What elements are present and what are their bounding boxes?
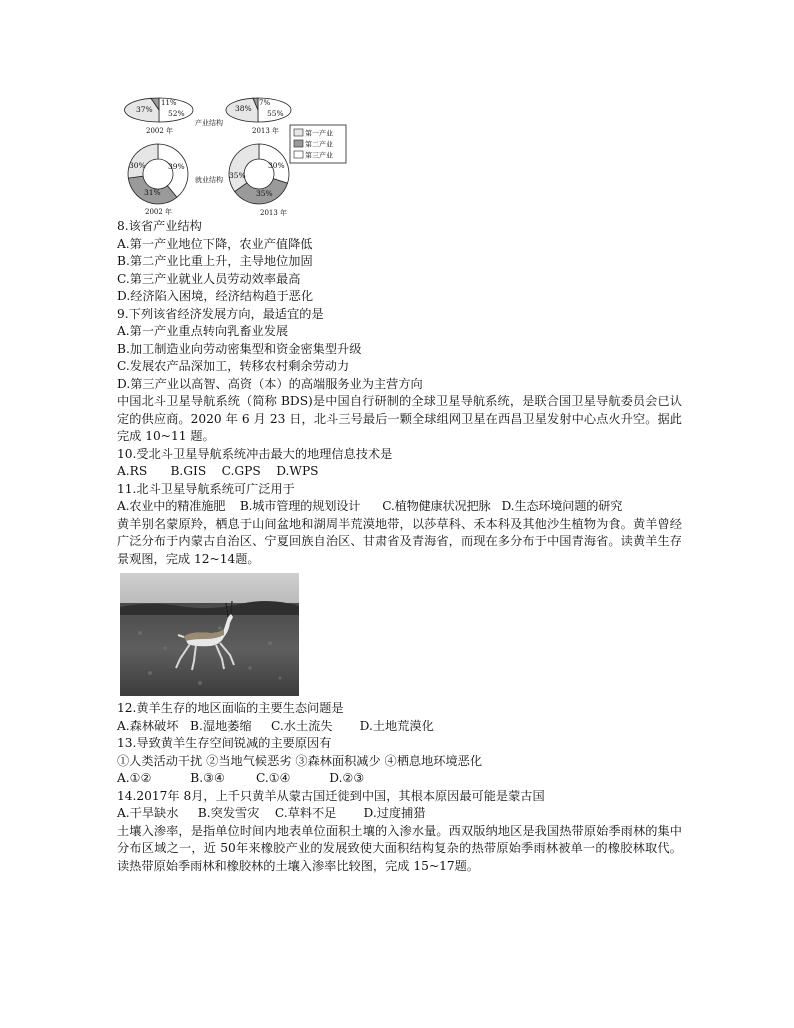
q14-stem: 14.2017年 8月，上千只黄羊从蒙古国迁徙到中国，其根本原因最可能是蒙古国 (117, 788, 545, 803)
legend-secondary: 第二产业 (305, 140, 333, 149)
industry-pie-2002 (125, 98, 193, 122)
industry-2002-secondary-label: 11% (161, 99, 177, 107)
q13-items: ①人类活动干扰 ②当地气候恶劣 ③森林面积减少 ④栖息地环境恶化 (117, 753, 483, 768)
legend-swatch-secondary (294, 140, 303, 147)
q8-option-b: B.第二产业比重上升，主导地位加固 (117, 254, 313, 268)
q10-options: A.RS B.GIS C.GPS D.WPS (117, 464, 319, 478)
industry-2013-primary-label: 38% (235, 104, 252, 113)
year-2013-label-row2: 2013 年 (260, 209, 288, 217)
q9-option-a: A.第一产业重点转向乳畜业发展 (117, 324, 289, 338)
legend-swatch-tertiary (294, 151, 303, 158)
employ-2013-tertiary-label: 30% (268, 161, 285, 170)
employ-2013-primary-slice (229, 144, 259, 192)
industry-2013-tertiary-label: 55% (267, 109, 284, 118)
employ-2013-secondary-label: 35% (256, 189, 273, 198)
year-2002-label-row1: 2002 年 (146, 127, 174, 135)
q8-option-a: A.第一产业地位下降，农业产值降低 (117, 236, 313, 251)
q12-options: A.森林破坏 B.湿地萎缩 C.水土流失 D.土地荒漠化 (117, 718, 434, 733)
employment-structure-label: 就业结构 (195, 176, 223, 184)
q9-option-c: C.发展农产品深加工，转移农村剩余劳动力 (117, 359, 350, 373)
legend-primary: 第一产业 (305, 129, 333, 138)
legend-tertiary: 第三产业 (305, 151, 333, 160)
employ-2002-primary-label: 30% (129, 161, 146, 170)
q10-stem: 10.受北斗卫星导航系统冲击最大的地理信息技术是 (117, 446, 393, 461)
q8-option-d: D.经济陷入困境，经济结构趋于恶化 (117, 289, 314, 303)
industry-structure-label: 产业结构 (195, 119, 223, 127)
industry-2013-secondary-label: 7% (259, 99, 271, 107)
q9-option-d: D.第三产业以高智、高资（本）的高端服务业为主营方向 (117, 376, 423, 391)
q9-stem: 9.下列该省经济发展方向，最适宜的是 (117, 306, 324, 321)
q13-stem: 13.导致黄羊生存空间锐减的主要原因有 (117, 736, 332, 750)
employ-2002-tertiary-label: 39% (168, 162, 185, 171)
q12-stem: 12.黄羊生存的地区面临的主要生态问题是 (117, 701, 344, 715)
q14-options: A.干旱缺水 B.突发雪灾 C.草料不足 D.过度捕猎 (117, 806, 426, 820)
industry-2002-tertiary-label: 52% (168, 109, 185, 118)
question-text (117, 218, 682, 875)
employment-donut-2002 (128, 144, 188, 204)
year-2013-label-row1: 2013 年 (252, 127, 280, 135)
q8-option-c: C.第三产业就业人员劳动效率最高 (117, 271, 301, 286)
gazelle-passage: 黄羊别名蒙原羚，栖息于山间盆地和湖周半荒漠地带，以莎草科、禾本科及其他沙生植物为食。黄羊曾经广泛分布于内蒙古自治区、宁夏回族自治区、甘肃省及青海省，而现在多分布于中国青海省。读黄羊生存景观图，完成 12~14题。 (117, 516, 682, 566)
employ-2013-primary-label: 35% (229, 171, 246, 180)
legend-swatch-primary (294, 129, 303, 136)
industry-2002-primary-label: 37% (136, 105, 153, 114)
industry-pie-2013 (226, 98, 291, 122)
gazelle-landscape-photo (120, 573, 299, 696)
year-2002-label-row2: 2002 年 (145, 208, 173, 216)
beidou-passage: 中国北斗卫星导航系统（简称 BDS)是中国自行研制的全球卫星导航系统，是联合国卫星导航委员会已认定的供应商。2020 年 6 月 23 日，北斗三号最后一颗全球组网卫星在西昌卫星发射中心点火升空。据此完成 10~11 题。 (117, 394, 682, 443)
employment-donut-2013 (229, 144, 289, 204)
q8-stem: 8.该省产业结构 (117, 219, 202, 233)
industry-employment-structure-figure (112, 92, 412, 220)
legend (290, 125, 346, 163)
q11-stem: 11.北斗卫星导航系统可广泛用于 (117, 481, 295, 496)
q9-option-b: B.加工制造业向劳动密集型和资金密集型升级 (117, 341, 362, 356)
q11-options: A.农业中的精准施肥 B.城市管理的规划设计 C.植物健康状况把脉 D.生态环境问题的研究 (117, 499, 623, 513)
q13-options: A.①② B.③④ C.①④ D.②③ (117, 771, 365, 785)
employ-2002-secondary-label: 31% (144, 188, 161, 197)
soil-infiltration-passage: 土壤入渗率，是指单位时间内地表单位面积土壤的入渗水量。西双版纳地区是我国热带原始季雨林的集中分布区域之一，近 50年来橡胶产业的发展致使大面积结构复杂的热带原始季雨林被单一的橡胶林取代。读热带原始季雨林和橡胶林的土壤入渗率比较图，完成 15~17题。 (117, 823, 682, 873)
